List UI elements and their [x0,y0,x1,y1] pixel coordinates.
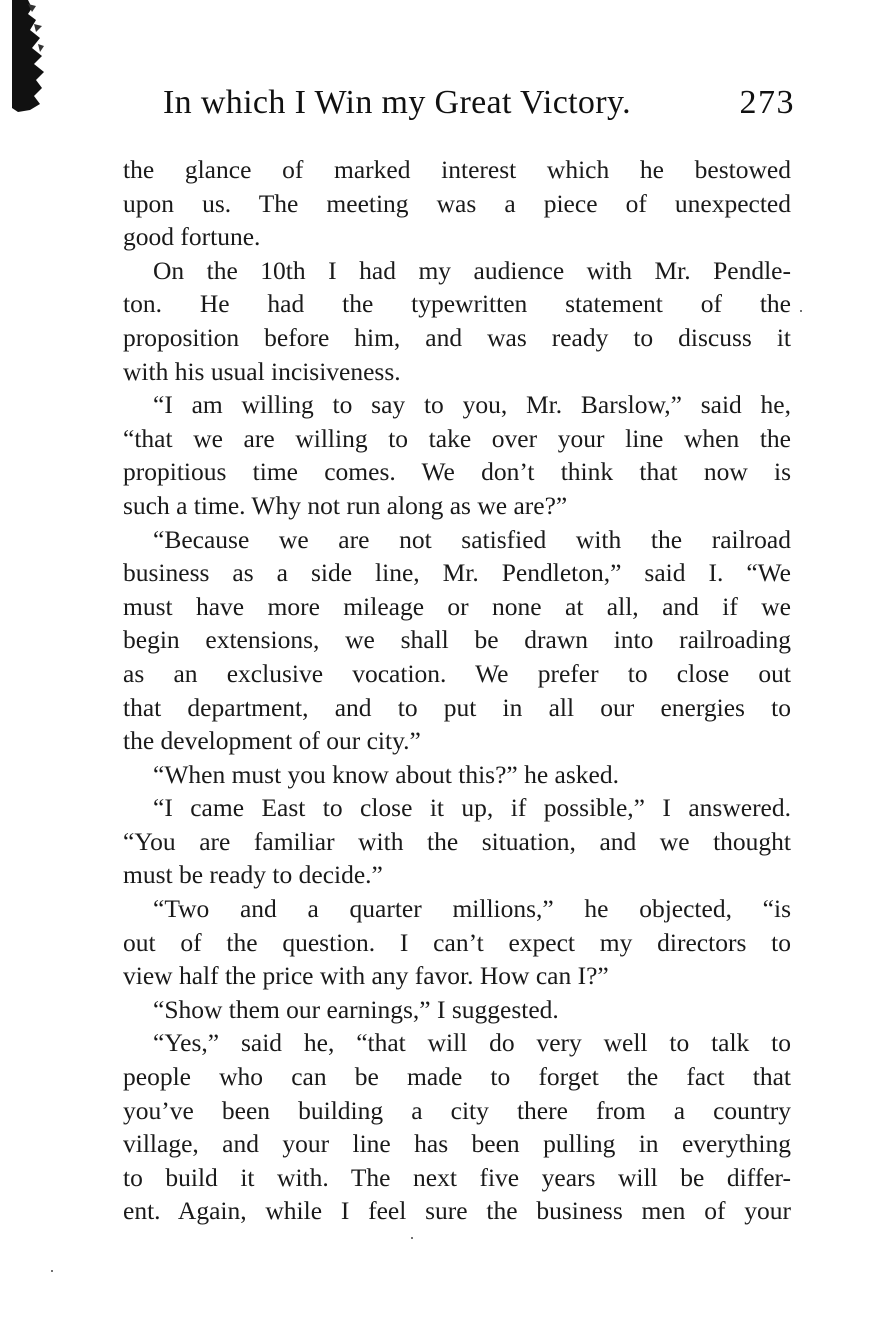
paper-speck [51,1270,53,1272]
text-line: “You are familiar with the situation, and we thought [123,826,791,856]
scan-edge-shadow [6,0,46,115]
text-line: must have more mileage or none at all, and if we [123,591,791,621]
body-text [123,153,791,1228]
text-line: view half the price with any favor. How can I?” [123,961,609,991]
text-line: “I am willing to say to you, Mr. Barslow,” said he, [153,390,791,420]
text-line: must be ready to decide.” [123,860,383,890]
text-line: “Two and a quarter millions,” he objected, “is [153,894,791,924]
text-line: On the 10th I had my audience with Mr. Pendle- [153,255,791,285]
running-head [163,84,795,132]
page-number: 273 [739,84,795,121]
text-line: “Yes,” said he, “that will do very well to talk to [153,1028,791,1058]
text-line: business as a side line, Mr. Pendleton,” said I. “We [123,558,791,588]
text-line: people who can be made to forget the fact that [123,1062,791,1092]
text-line: proposition before him, and was ready to discuss it [123,322,791,352]
text-line: such a time. Why not run along as we are?” [123,490,568,520]
text-line: the glance of marked interest which he bestowed [123,155,791,184]
text-line: “Show them our earnings,” I suggested. [153,994,559,1024]
text-line: village, and your line has been pulling in everything [123,1129,791,1159]
paper-speck [411,1237,413,1239]
chapter-title: In which I Win my Great Victory. [163,84,631,121]
text-line: “that we are willing to take over your line when the [123,423,791,453]
text-line: as an exclusive vocation. We prefer to close out [123,658,791,688]
text-line: good fortune. [123,222,261,252]
text-line: begin extensions, we shall be drawn into railroading [123,625,791,655]
paper-speck [800,310,802,312]
text-line: “When must you know about this?” he asked. [153,759,619,789]
text-line: you’ve been building a city there from a country [123,1095,791,1125]
text-line: propitious time comes. We don’t think that now is [123,457,791,487]
text-line: upon us. The meeting was a piece of unexpected [123,188,791,218]
text-line: ton. He had the typewritten statement of the [123,289,791,319]
text-line: out of the question. I can’t expect my directors to [123,927,791,957]
text-line: ent. Again, while I feel sure the business men of your [123,1196,791,1226]
text-line: that department, and to put in all our energies to [123,692,791,722]
text-line: to build it with. The next five years will be differ- [123,1162,791,1192]
text-line: “Because we are not satisfied with the railroad [153,524,791,554]
text-line: “I came East to close it up, if possible,” I answered. [153,793,791,823]
text-line: with his usual incisiveness. [123,356,401,386]
text-line: the development of our city.” [123,726,421,756]
